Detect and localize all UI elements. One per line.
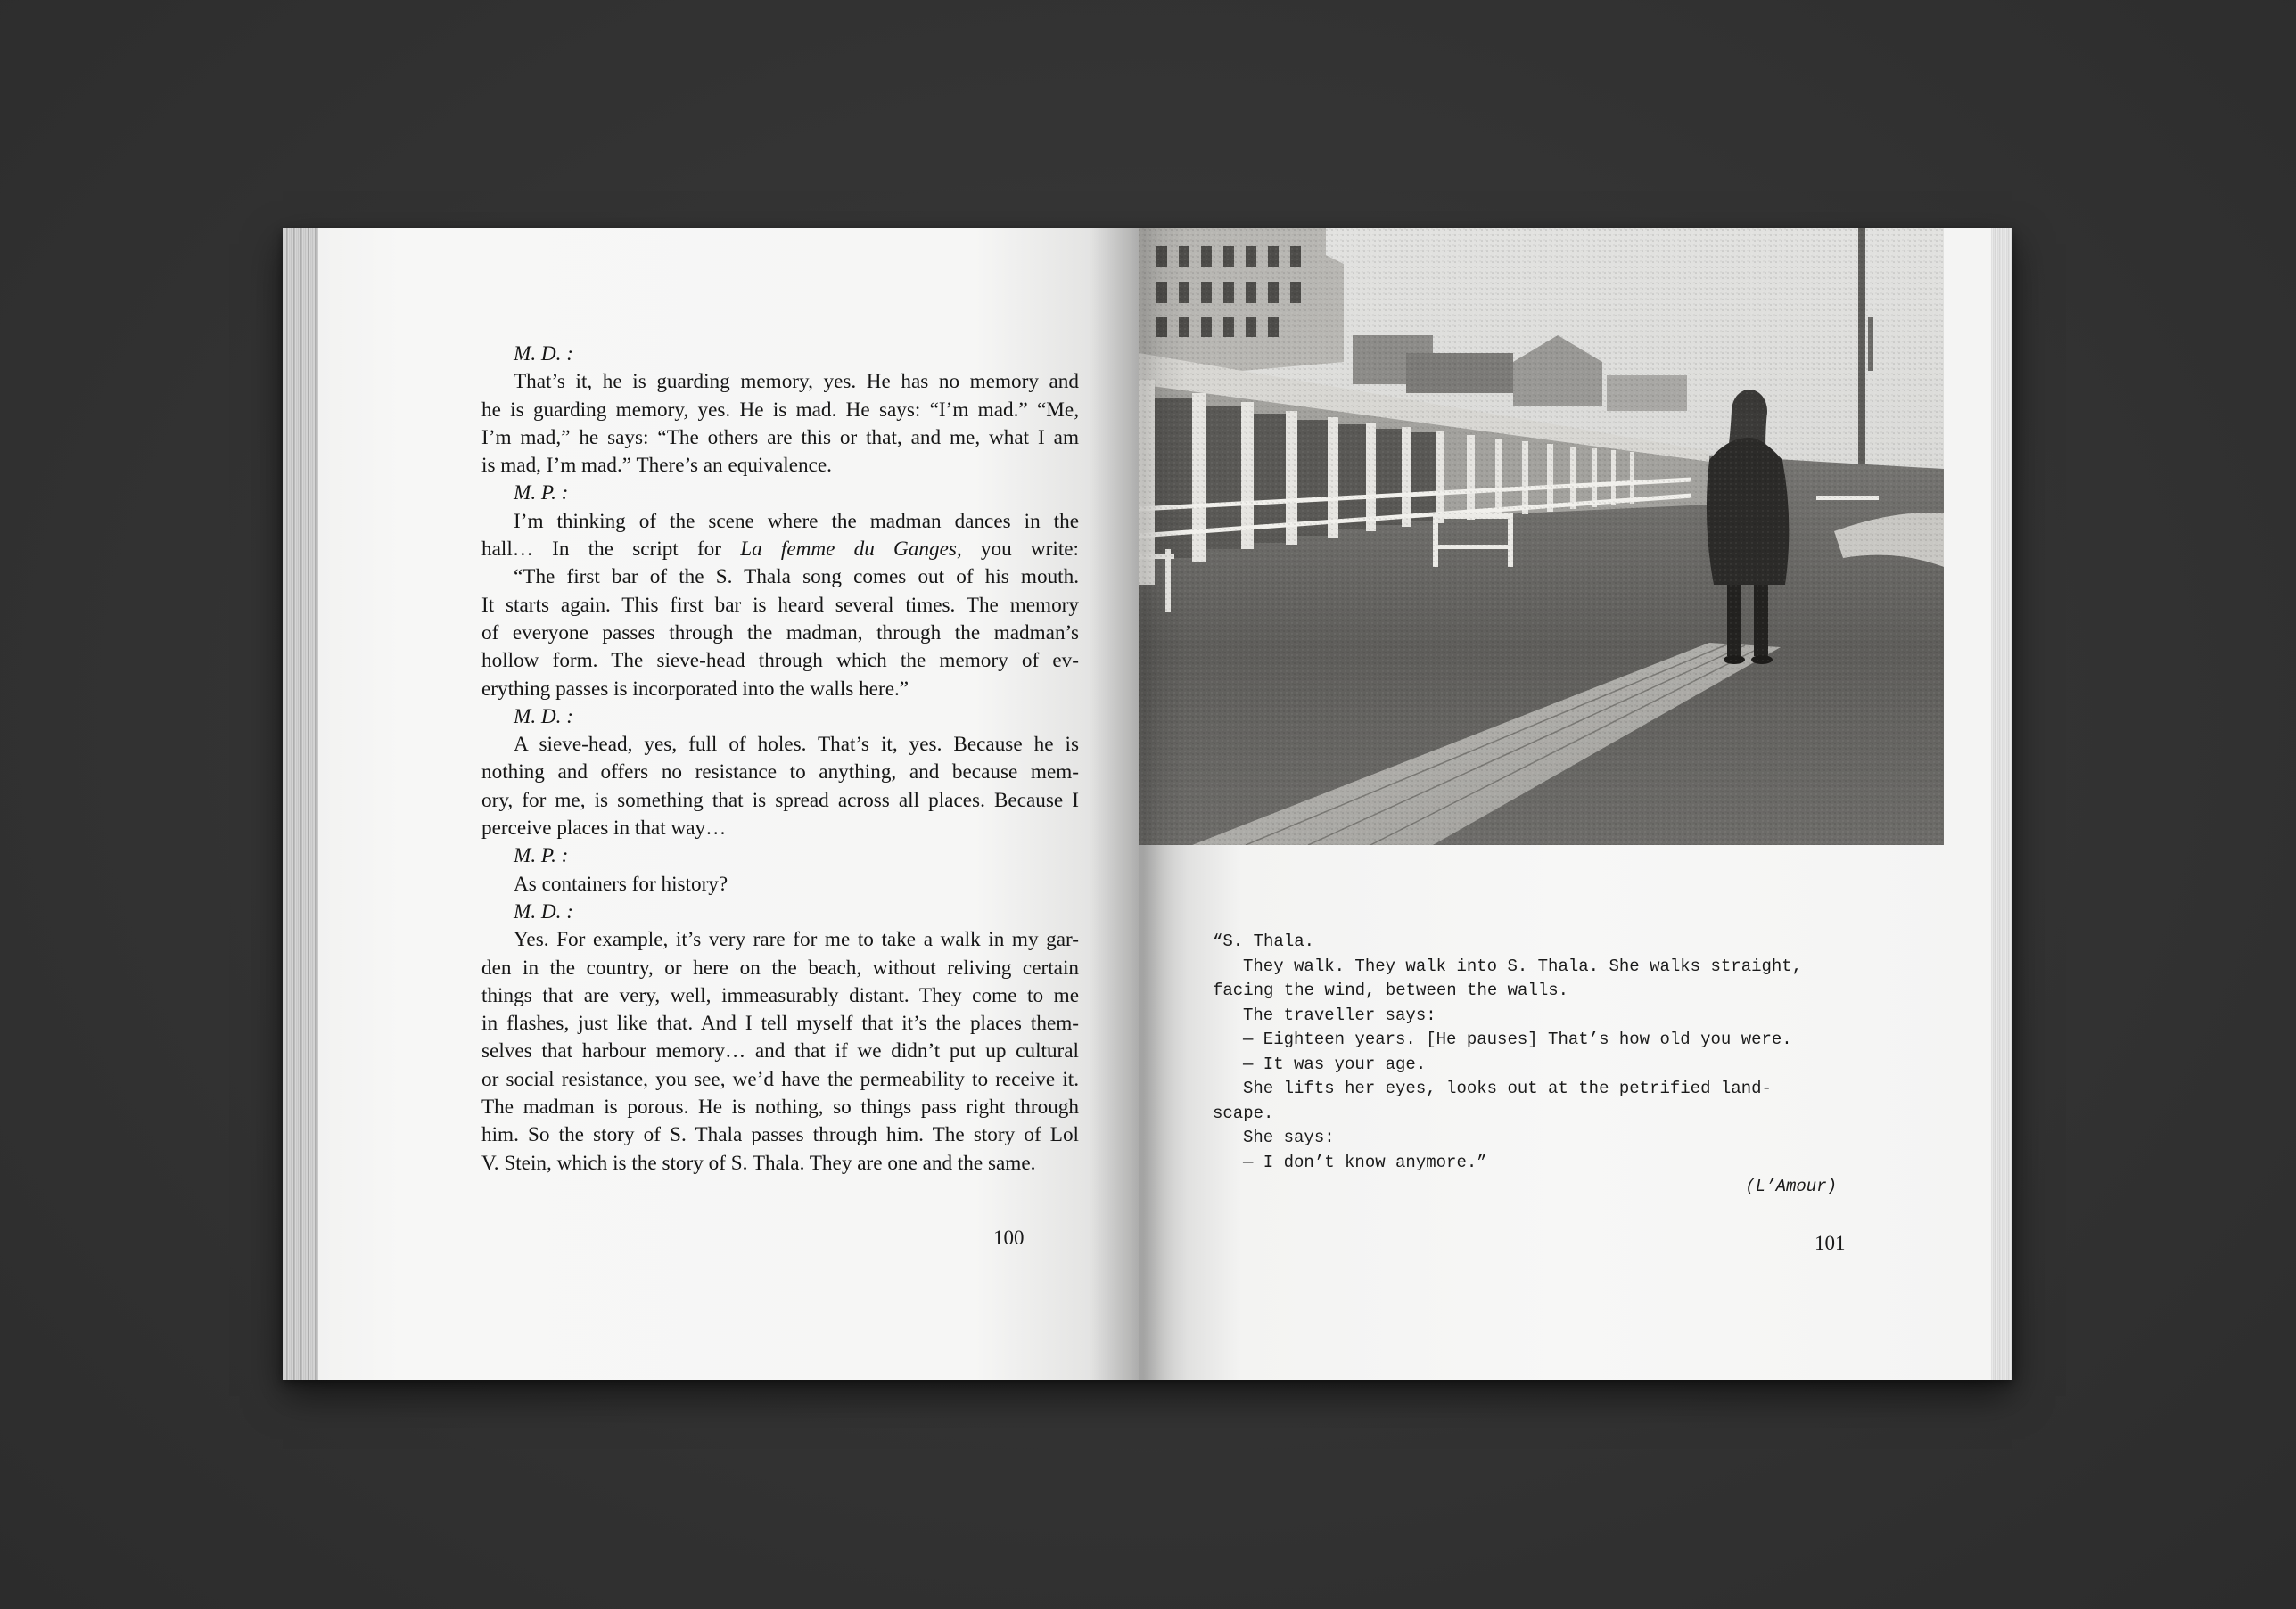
text-line: ory, for me, is something that is spread across all places. Because I — [481, 788, 1079, 812]
text-line — [481, 536, 1079, 563]
quote-block — [1213, 930, 1837, 1200]
quote-line: — I don’t know anymore.” — [1243, 1152, 1487, 1172]
text-line: “The first bar of the S. Thala song comes out of his mouth. — [514, 565, 1079, 589]
right-page — [1139, 228, 1991, 1380]
beach-photograph — [1139, 228, 1944, 845]
page-number-right: 101 — [1815, 1232, 1846, 1254]
text-line: It starts again. This first bar is heard several times. The memory — [481, 593, 1079, 617]
text-line: in flashes, just like that. And I tell myself that it’s the places them- — [481, 1012, 1079, 1036]
text-line: A sieve-head, yes, full of holes. That’s it, yes. Because he is — [514, 733, 1079, 757]
text-line: Yes. For example, it’s very rare for me to take a walk in my gar- — [514, 928, 1079, 952]
text-line: selves that harbour memory… and that if we didn’t put up cultural — [481, 1039, 1079, 1063]
quote-line: “S. Thala. — [1213, 932, 1315, 951]
text-line: things that are very, well, immeasurably distant. They come to me — [481, 983, 1079, 1007]
text-line: That’s it, he is guarding memory, yes. He has no memory and — [514, 370, 1079, 394]
speaker-label: M. D. : — [514, 704, 573, 728]
speaker-label: M. P. : — [514, 844, 569, 868]
text-line: V. Stein, which is the story of S. Thala. They are one and the same. — [481, 1151, 1036, 1175]
text-fragment: hall… In the script for — [481, 538, 741, 562]
quote-line: scape. — [1213, 1103, 1274, 1123]
text-line: erything passes is incorporated into the walls here.” — [481, 677, 909, 701]
text-line: I’m mad,” he says: “The others are this or that, and me, what I am — [481, 425, 1079, 449]
speaker-label: M. D. : — [514, 899, 573, 924]
page-number-left: 100 — [993, 1227, 1025, 1249]
quote-line: — Eighteen years. [He pauses] That’s how old you were. — [1243, 1030, 1792, 1049]
text-line: hollow form. The sieve-head through which the memory of ev- — [481, 649, 1079, 673]
text-line: or social resistance, you see, we’d have the permeability to receive it. — [481, 1067, 1079, 1091]
quote-line: The traveller says: — [1243, 1005, 1436, 1025]
text-line: of everyone passes through the madman, through the madman’s — [481, 620, 1079, 644]
quote-line: She lifts her eyes, looks out at the petrified land- — [1243, 1079, 1772, 1098]
quote-source: (L’Amour) — [1745, 1177, 1837, 1196]
text-line: den in the country, or here on the beach, without reliving certain — [481, 956, 1079, 980]
left-page — [318, 228, 1139, 1380]
quote-line: She says: — [1243, 1128, 1335, 1147]
quote-line: facing the wind, between the walls. — [1213, 981, 1569, 1000]
interview-text — [481, 341, 1079, 1178]
speaker-label: M. P. : — [514, 481, 569, 505]
film-title: La femme du Ganges — [740, 538, 957, 562]
text-line: him. So the story of S. Thala passes through him. The story of Lol — [481, 1123, 1079, 1147]
speaker-label: M. D. : — [514, 342, 573, 365]
text-line: I’m thinking of the scene where the madman dances in the — [514, 509, 1079, 533]
text-line: As containers for history? — [514, 872, 728, 896]
quote-line: — It was your age. — [1243, 1054, 1427, 1074]
page-edges-right — [1989, 228, 2012, 1380]
open-book — [283, 228, 2012, 1380]
text-line: is mad, I’m mad.” There’s an equivalence. — [481, 454, 832, 478]
text-line: nothing and offers no resistance to anything, and because mem- — [481, 760, 1079, 784]
quote-line: They walk. They walk into S. Thala. She walks straight, — [1243, 956, 1803, 976]
text-line: The madman is porous. He is nothing, so things pass right through — [481, 1096, 1079, 1120]
text-fragment: , you write: — [956, 538, 1079, 562]
text-line: perceive places in that way… — [481, 817, 727, 841]
text-line: he is guarding memory, yes. He is mad. He says: “I’m mad.” “Me, — [481, 398, 1079, 422]
